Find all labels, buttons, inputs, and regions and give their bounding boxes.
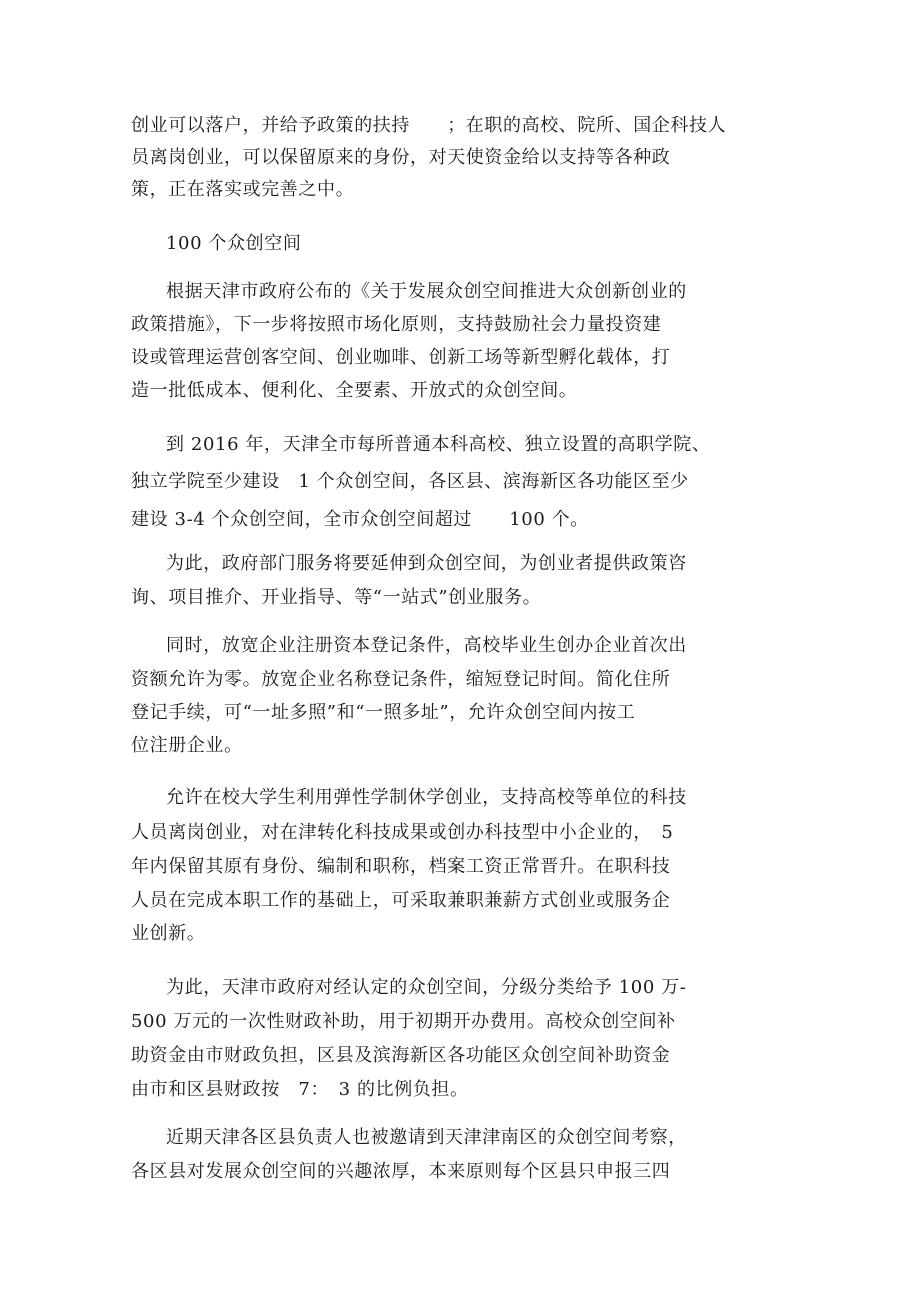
text-line: 询、项目推介、开业指导、等“一站式”创业服务。 bbox=[131, 587, 542, 608]
text-line: 资额允许为零。放宽企业名称登记条件，缩短登记时间。简化住所 bbox=[131, 669, 671, 690]
text-line: 创业可以落户，并给予政策的扶持 ；在职的高校、院所、国企科技人 bbox=[131, 115, 727, 136]
text-line: 建设 3-4 个众创空间，全市众创空间超过 100 个。 bbox=[131, 509, 589, 530]
text-line: 策，正在落实或完善之中。 bbox=[131, 179, 355, 200]
text-line: 由市和区县财政按 7： 3 的比例负担。 bbox=[131, 1079, 469, 1100]
text-line: 造一批低成本、便利化、全要素、开放式的众创空间。 bbox=[131, 380, 578, 401]
text-line: 同时，放宽企业注册资本登记条件，高校毕业生创办企业首次出 bbox=[166, 635, 687, 656]
text-line: 政策措施》，下一步将按照市场化原则，支持鼓励社会力量投资建 bbox=[131, 314, 662, 335]
text-line: 业创新。 bbox=[131, 923, 206, 944]
text-line: 各区县对发展众创空间的兴趣浓厚，本来原则每个区县只申报三四 bbox=[131, 1161, 671, 1182]
text-line: 员离岗创业，可以保留原来的身份，对天使资金给以支持等各种政 bbox=[131, 147, 671, 168]
text-line: 500 万元的一次性财政补助，用于初期开办费用。高校众创空间补 bbox=[131, 1011, 676, 1032]
text-line: 设或管理运营创客空间、创业咖啡、创新工场等新型孵化载体，打 bbox=[131, 347, 671, 368]
text-line: 年内保留其原有身份、编制和职称，档案工资正常晋升。在职科技 bbox=[131, 856, 671, 877]
text-line: 人员离岗创业，对在津转化科技成果或创办科技型中小企业的， 5 bbox=[131, 822, 674, 843]
text-line: 到 2016 年，天津全市每所普通本科高校、独立设置的高职学院、 bbox=[166, 434, 711, 455]
text-line: 独立学院至少建设 1 个众创空间，各区县、滨海新区各功能区至少 bbox=[131, 471, 689, 492]
text-line: 根据天津市政府公布的《关于发展众创空间推进大众创新创业的 bbox=[166, 281, 687, 302]
text-line: 助资金由市财政负担，区县及滨海新区各功能区众创空间补助资金 bbox=[131, 1045, 671, 1066]
text-line: 近期天津各区县负责人也被邀请到天津津南区的众创空间考察， bbox=[166, 1127, 687, 1148]
text-line: 为此，政府部门服务将要延伸到众创空间，为创业者提供政策咨 bbox=[166, 553, 687, 574]
text-line: 登记手续，可“一址多照”和“一照多址”，允许众创空间内按工 bbox=[131, 702, 636, 723]
text-line: 位注册企业。 bbox=[131, 735, 243, 756]
text-line: 人员在完成本职工作的基础上，可采取兼职兼薪方式创业或服务企 bbox=[131, 890, 671, 911]
section-heading: 100 个众创空间 bbox=[166, 233, 302, 254]
text-line: 允许在校大学生利用弹性学制休学创业，支持高校等单位的科技 bbox=[166, 787, 687, 808]
text-line: 为此，天津市政府对经认定的众创空间，分级分类给予 100 万- bbox=[166, 977, 687, 998]
